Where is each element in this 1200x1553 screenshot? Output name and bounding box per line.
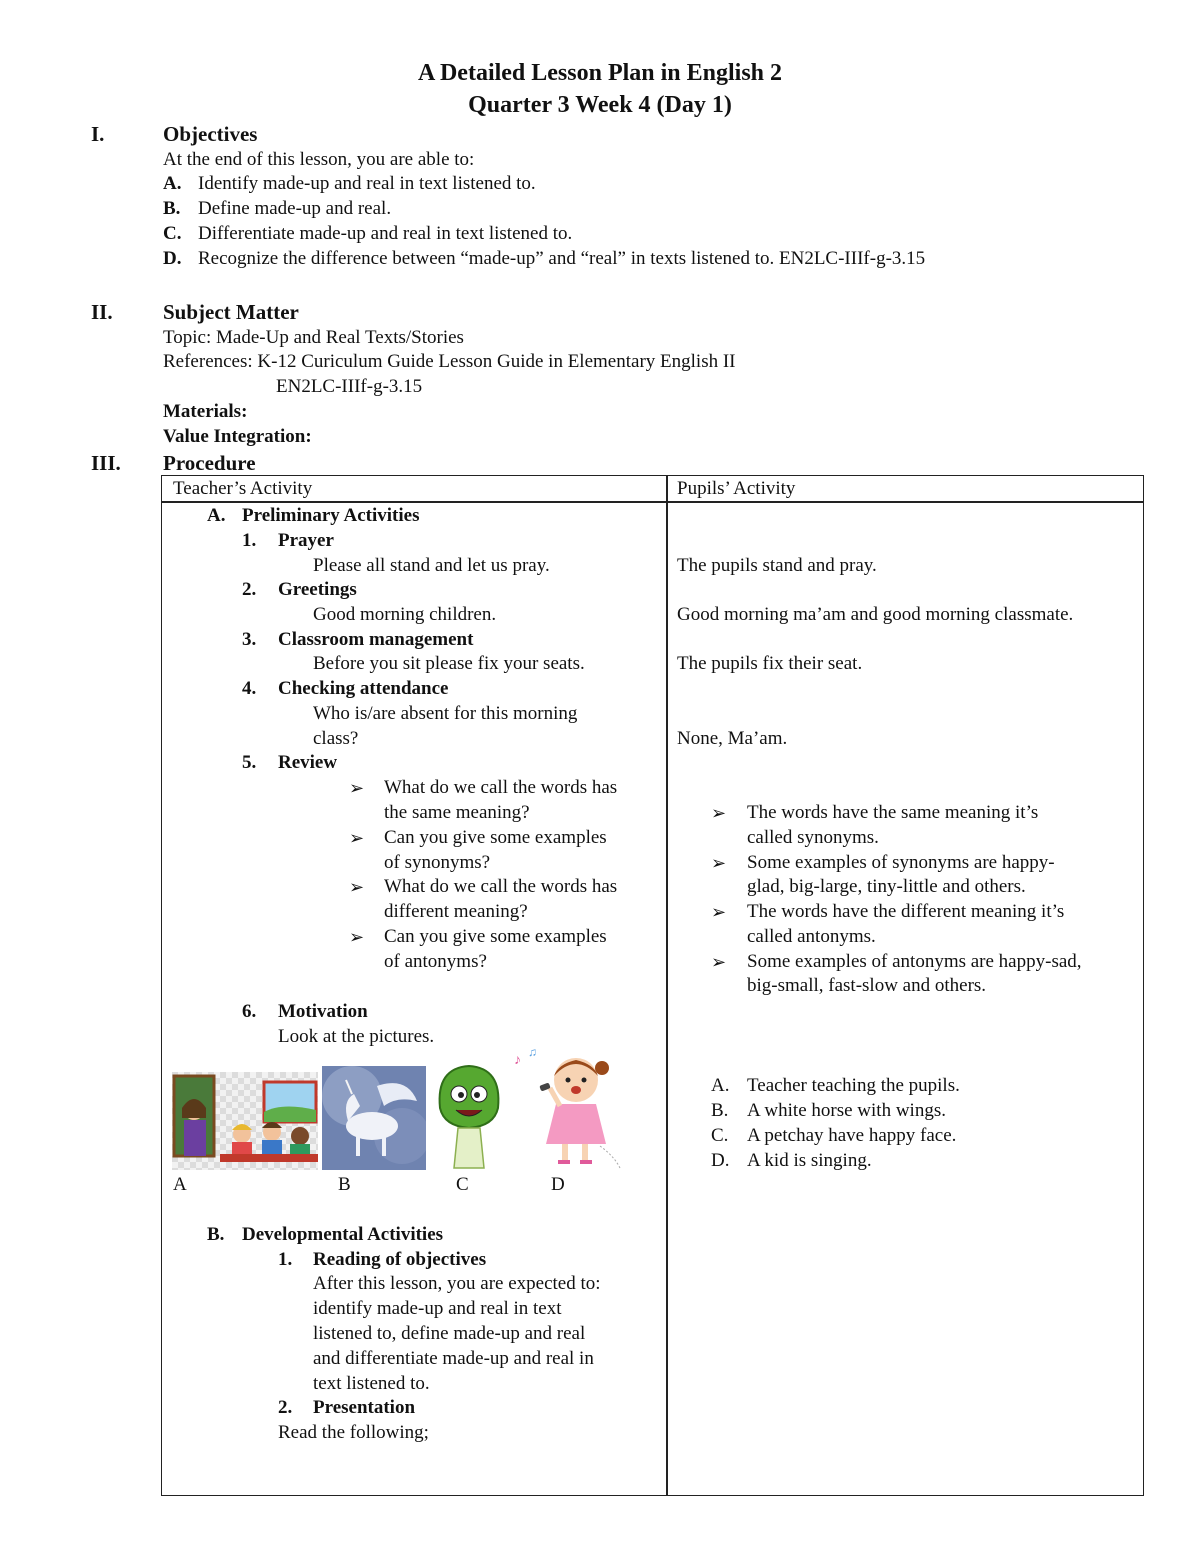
step-number: 3. [242, 629, 257, 650]
review-answer-line: Some examples of antonyms are happy-sad, [747, 951, 1082, 972]
prayer-title: Prayer [278, 530, 334, 551]
section-a-letter: A. [207, 505, 226, 526]
step-number: 1. [242, 530, 257, 551]
motivation-answer: A white horse with wings. [747, 1100, 946, 1121]
svg-text:♫: ♫ [528, 1046, 537, 1059]
pupils-activity-header: Pupils’ Activity [677, 478, 796, 499]
references-line: References: K-12 Curiculum Guide Lesson Guide in Elementary English II [163, 351, 736, 372]
review-question-line: of antonyms? [384, 951, 487, 972]
review-question-line: of synonyms? [384, 852, 491, 873]
review-answer-line: called antonyms. [747, 926, 876, 947]
table-column-divider [666, 475, 668, 1496]
svg-text:♪: ♪ [514, 1053, 521, 1068]
objective-letter: C. [163, 223, 182, 244]
motivation-answer: Teacher teaching the pupils. [747, 1075, 960, 1096]
motivation-title: Motivation [278, 1001, 368, 1022]
step-number: 2. [278, 1397, 293, 1418]
objective-text: Identify made-up and real in text listened to. [198, 173, 536, 194]
presentation-teacher: Read the following; [278, 1422, 429, 1443]
step-number: 4. [242, 678, 257, 699]
materials-label: Materials: [163, 401, 248, 422]
review-question-line: Can you give some examples [384, 827, 607, 848]
value-integration-label: Value Integration: [163, 426, 312, 447]
section-b-letter: B. [207, 1224, 225, 1245]
step-number: 2. [242, 579, 257, 600]
section-numeral-objectives: I. [91, 122, 105, 146]
review-question-line: What do we call the words has [384, 876, 618, 897]
classroom-title: Classroom management [278, 629, 474, 650]
section-a-title: Preliminary Activities [242, 505, 420, 526]
table-header-divider [161, 501, 1144, 503]
step-number: 1. [278, 1249, 293, 1270]
picture-label: C [456, 1174, 469, 1195]
motivation-answer-letter: A. [711, 1075, 730, 1096]
section-numeral-subject-matter: II. [91, 300, 113, 324]
review-title: Review [278, 752, 338, 773]
arrow-bullet-icon: ➢ [349, 778, 365, 798]
presentation-title: Presentation [313, 1397, 416, 1418]
review-question-line: different meaning? [384, 901, 528, 922]
reading-line: text listened to. [313, 1373, 430, 1394]
picture-singing-kid [510, 1046, 622, 1170]
lesson-plan-subtitle: Quarter 3 Week 4 (Day 1) [468, 92, 732, 118]
prayer-teacher: Please all stand and let us pray. [313, 555, 550, 576]
picture-label: D [551, 1174, 565, 1195]
arrow-bullet-icon: ➢ [711, 853, 727, 873]
classroom-teacher: Before you sit please fix your seats. [313, 653, 585, 674]
attendance-pupils: None, Ma’am. [677, 728, 788, 749]
motivation-answer-letter: D. [711, 1150, 730, 1171]
reading-line: listened to, define made-up and real [313, 1323, 586, 1344]
arrow-bullet-icon: ➢ [711, 902, 727, 922]
picture-label: A [173, 1174, 187, 1195]
picture-pegasus [322, 1066, 426, 1170]
attendance-teacher-line: class? [313, 728, 359, 749]
greetings-pupils: Good morning ma’am and good morning classmate. [677, 604, 1074, 625]
motivation-answer: A petchay have happy face. [747, 1125, 957, 1146]
step-number: 5. [242, 752, 257, 773]
review-answer-line: called synonyms. [747, 827, 879, 848]
objective-text: Differentiate made-up and real in text listened to. [198, 223, 573, 244]
review-question-line: the same meaning? [384, 802, 530, 823]
motivation-teacher: Look at the pictures. [278, 1026, 435, 1047]
review-answer-line: The words have the same meaning it’s [747, 802, 1039, 823]
objective-letter: B. [163, 198, 181, 219]
motivation-answer-letter: C. [711, 1125, 729, 1146]
teacher-activity-header: Teacher’s Activity [173, 478, 313, 499]
review-answer-line: glad, big-large, tiny-little and others. [747, 876, 1026, 897]
objective-letter: A. [163, 173, 182, 194]
review-question-line: Can you give some examples [384, 926, 607, 947]
reading-title: Reading of objectives [313, 1249, 487, 1270]
step-number: 6. [242, 1001, 257, 1022]
arrow-bullet-icon: ➢ [711, 952, 727, 972]
arrow-bullet-icon: ➢ [711, 803, 727, 823]
arrow-bullet-icon: ➢ [349, 877, 365, 897]
section-numeral-procedure: III. [91, 451, 121, 475]
reading-line: and differentiate made-up and real in [313, 1348, 594, 1369]
references-code: EN2LC-IIIf-g-3.15 [276, 376, 423, 397]
picture-label: B [338, 1174, 351, 1195]
objective-text: Define made-up and real. [198, 198, 392, 219]
motivation-answer: A kid is singing. [747, 1150, 872, 1171]
arrow-bullet-icon: ➢ [349, 828, 365, 848]
topic-line: Topic: Made-Up and Real Texts/Stories [163, 327, 464, 348]
objective-text: Recognize the difference between “made-up” and “real” in texts listened to. EN2LC-IIIf-g-3.15 [198, 248, 926, 269]
section-b-title: Developmental Activities [242, 1224, 444, 1245]
subject-matter-heading: Subject Matter [163, 300, 299, 324]
attendance-teacher-line: Who is/are absent for this morning [313, 703, 578, 724]
reading-line: identify made-up and real in text [313, 1298, 562, 1319]
review-answer-line: Some examples of synonyms are happy- [747, 852, 1055, 873]
greetings-title: Greetings [278, 579, 357, 600]
greetings-teacher: Good morning children. [313, 604, 497, 625]
objective-letter: D. [163, 248, 182, 269]
picture-teacher-classroom [172, 1072, 318, 1170]
reading-line: After this lesson, you are expected to: [313, 1273, 601, 1294]
arrow-bullet-icon: ➢ [349, 927, 365, 947]
lesson-plan-title: A Detailed Lesson Plan in English 2 [417, 60, 783, 86]
motivation-answer-letter: B. [711, 1100, 729, 1121]
attendance-title: Checking attendance [278, 678, 449, 699]
classroom-pupils: The pupils fix their seat. [677, 653, 863, 674]
review-answer-line: The words have the different meaning it’s [747, 901, 1065, 922]
review-answer-line: big-small, fast-slow and others. [747, 975, 987, 996]
objectives-intro: At the end of this lesson, you are able to: [163, 149, 475, 170]
picture-petchay [432, 1058, 506, 1172]
objectives-heading: Objectives [163, 122, 258, 146]
prayer-pupils: The pupils stand and pray. [677, 555, 877, 576]
review-question-line: What do we call the words has [384, 777, 618, 798]
procedure-heading: Procedure [163, 451, 256, 475]
